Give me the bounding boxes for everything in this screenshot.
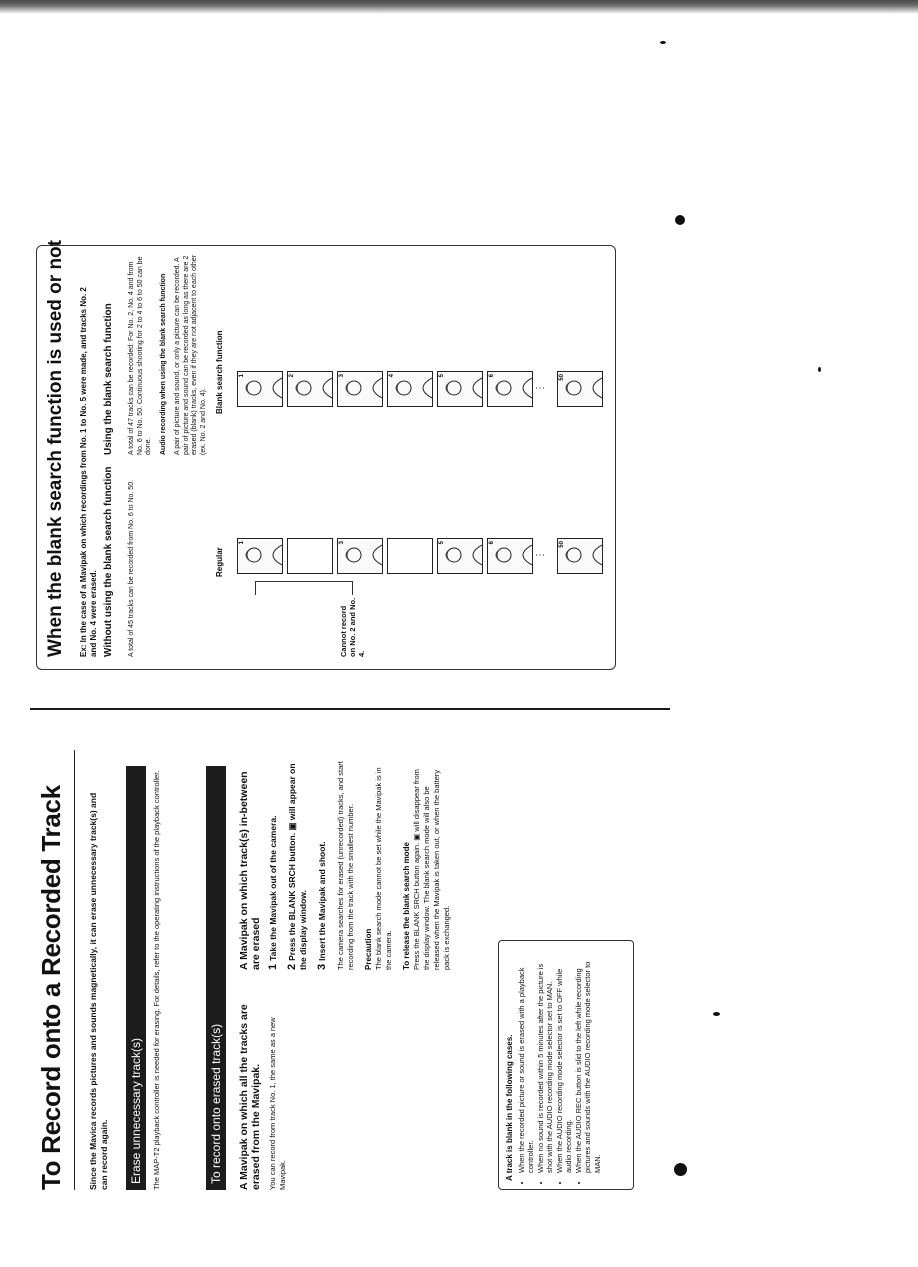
frame-number: 6: [489, 541, 495, 545]
blank-search-title: When the blank search function is used or not: [45, 240, 66, 657]
scan-speck: [660, 41, 666, 44]
cannot-record-bracket: [255, 581, 353, 595]
cannot-record-label: Cannot record on No. 2 and No. 4.: [339, 597, 366, 657]
note-item: • When the recorded picture or sound is erased with a playback controller.: [517, 949, 536, 1173]
release-label: To release the blank search mode: [402, 842, 411, 970]
record-section-heading: To record onto erased track(s): [206, 766, 226, 1190]
step-number: 1: [267, 963, 279, 970]
erase-section-heading: Erase unnecessary track(s): [126, 766, 146, 1190]
without-blank-search: [103, 457, 143, 657]
step-text: Press the BLANK SRCH button. ▣ will appear on the display window.: [287, 763, 308, 970]
illustration-frame: [557, 371, 603, 407]
illustration-frame: [487, 538, 533, 574]
scan-speck: [675, 215, 685, 225]
illustration-frame: [337, 371, 383, 407]
precaution-label: Precaution: [364, 928, 373, 970]
scan-artifact-top: [0, 0, 918, 14]
note-list: [517, 949, 603, 1181]
step-text: Insert the Mavipak and shoot.: [317, 841, 327, 961]
frame-number: 6: [489, 374, 495, 378]
frame-number: 1: [239, 374, 245, 378]
audio-heading: Audio recording when using the blank search function: [159, 273, 167, 455]
scan-speck: [713, 1012, 720, 1016]
illustration-frame: [287, 538, 333, 574]
step-number: 2: [286, 963, 298, 970]
in-between-heading: A Mavipak on which track(s) in-between are erased: [238, 771, 262, 970]
column-in-between-erased: [238, 760, 460, 970]
illustration-frame: [487, 371, 533, 407]
scan-speck: [674, 1163, 687, 1176]
note-item: • When the AUDIO REC button is slid to the left while recording pictures and sounds with the AUDIO recording mode selector to MAN.: [574, 949, 603, 1173]
illustration-frame: [387, 371, 433, 407]
all-erased-heading: A Mavipak on which all the tracks are erased from the Mavipak.: [238, 1004, 262, 1190]
precaution-text: The blank search mode cannot be set while the Mavipak is in the camera.: [374, 767, 393, 970]
frame-number: 5: [439, 541, 445, 545]
illustration-frame: [337, 538, 383, 574]
blank-search-example: Ex: In the case of a Mavipak on which recordings from No. 1 to No. 5 were made, and tracks No. 2 and No. 4 were erased.: [79, 287, 98, 657]
scan-speck: [818, 367, 821, 372]
all-erased-text: You can record from track No. 1, the same as a new Mavipak.: [268, 1017, 287, 1190]
step-1: [268, 760, 279, 970]
rotated-manual-page: [30, 240, 670, 1190]
frame-number: 2: [289, 374, 295, 378]
using-text: A total of 47 tracks can be recorded: For No. 2, No. 4 and from No. 6 to No. 50. Continuous shooting for 2 to 4 to 6 to 50 can be done.: [128, 256, 152, 455]
erase-section-text: The MAP-T2 playback controller is needed for erasing. For details, refer to the operating instructions of the playback controller.: [152, 770, 161, 1190]
illustration-frame: [387, 538, 433, 574]
without-heading: Without using the blank search function: [103, 466, 114, 657]
step-number: 3: [316, 963, 328, 970]
blank-search-box: [36, 240, 616, 670]
frame-number: 4: [389, 374, 395, 378]
frame-number: 3: [339, 374, 345, 378]
frame-number: 50: [559, 374, 565, 381]
frame-number: 1: [239, 541, 245, 545]
title-rule: [74, 750, 75, 1190]
illustration-frame: [237, 538, 283, 574]
note-item: • When the AUDIO recording mode selector is set to OFF while audio recording.: [555, 949, 574, 1173]
audio-text: A pair of picture and sound, or only a picture can be recorded. A pair of picture and sound can be recorded as long as there are 2 erased (blank) tracks, even if they are not adjacent to each other (ex. No. 2 and No. 4).: [174, 254, 207, 455]
frame-number: 3: [339, 541, 345, 545]
step-3-detail: The camera searches for erased (unrecorded) tracks, and start recording from the track with the smallest number.: [336, 761, 355, 970]
illustration-frame: [437, 371, 483, 407]
release-text: Press the BLANK SRCH button again. ▣ will disappear from the display window. The blank search mode will also be released when the Mavipak is taken out, or when the battery pack is exchanged.: [412, 769, 451, 970]
frame-number: 50: [559, 541, 565, 548]
illustration-frame: [237, 371, 283, 407]
using-heading: Using the blank search function: [103, 303, 114, 455]
continuation-arrow: ⋮: [535, 550, 546, 560]
blank-search-label: Blank search function: [215, 330, 224, 414]
intro-text: Since the Mavica records pictures and sounds magnetically, it can erase unnecessary track(s) and can record again.: [88, 792, 109, 1190]
frame-number: 5: [439, 374, 445, 378]
illustration-frame: [437, 538, 483, 574]
regular-label: Regular: [215, 547, 224, 577]
column-all-erased: [238, 990, 296, 1190]
using-blank-search: [103, 255, 214, 455]
illustration-frame: [287, 371, 333, 407]
blank-cases-note: [498, 940, 634, 1190]
without-text: A total of 45 tracks can be recorded from No. 6 to No. 50.: [128, 479, 135, 657]
page-title: To Record onto a Recorded Track: [36, 785, 66, 1190]
step-text: Take the Mavipak out of the camera.: [268, 815, 278, 961]
step-2: [287, 760, 309, 970]
note-item: • When no sound is recorded within 5 minutes after the picture is shot with the AUDIO recording mode selector set to MAN.: [536, 949, 555, 1173]
note-heading: A track is blank in the following cases.: [505, 1034, 514, 1181]
illustration-frame: [557, 538, 603, 574]
step-3: [317, 760, 328, 970]
column-divider: [30, 708, 670, 710]
continuation-arrow: ⋮: [535, 383, 546, 393]
